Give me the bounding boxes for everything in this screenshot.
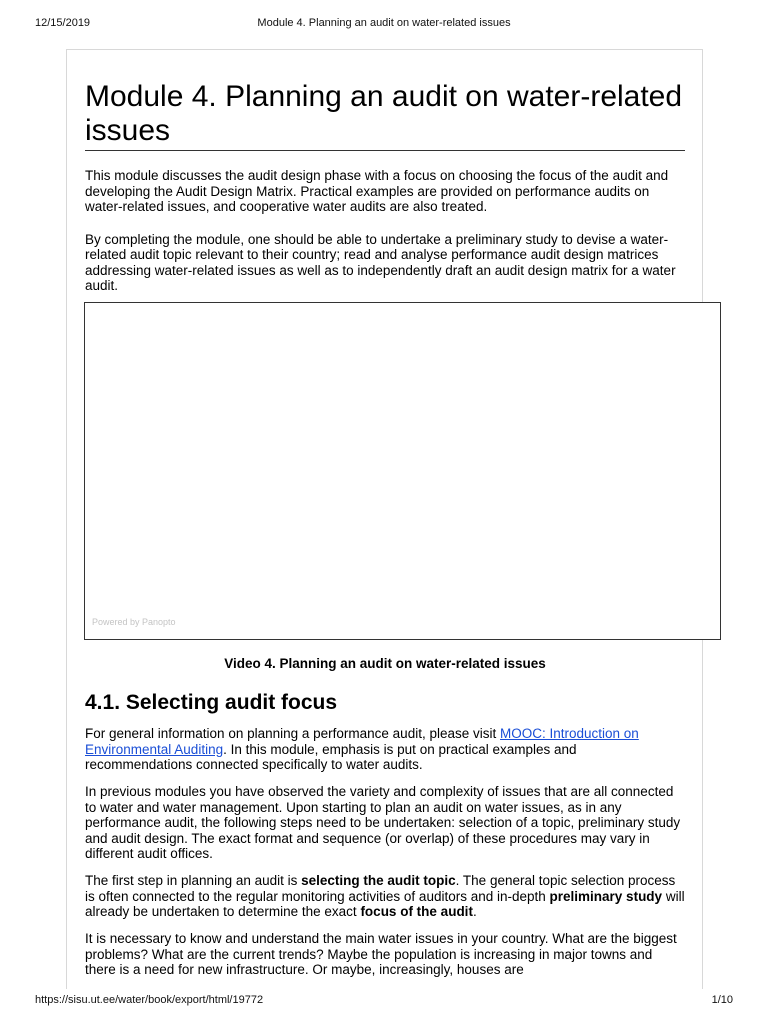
intro-paragraph-2: By completing the module, one should be able to undertake a preliminary study to devise a water-related audit topic relevant to their country; read and analyse performance audit design matrices addressing water-related issues as well as to independently draft an audit design matrix for a water audit. <box>85 231 676 293</box>
p1-text-before: For general information on planning a performance audit, please visit <box>85 726 500 741</box>
print-header <box>35 16 733 30</box>
p3-bold-audit-topic: selecting the audit topic <box>301 873 456 888</box>
print-footer <box>35 993 733 1007</box>
video-caption: Video 4. Planning an audit on water-related issues <box>224 656 546 671</box>
p3-text-g: . <box>472 904 477 919</box>
print-title: Module 4. Planning an audit on water-related issues <box>257 17 511 29</box>
powered-by-panopto[interactable]: Powered by Panopto <box>92 616 176 627</box>
video-player[interactable] <box>84 302 721 640</box>
section-paragraph-1 <box>85 726 685 773</box>
section-paragraph-3 <box>85 873 685 920</box>
page-title: Module 4. Planning an audit on water-related issues <box>85 80 685 151</box>
page-number: 1/10 <box>711 994 733 1006</box>
section-paragraph-2: In previous modules you have observed the variety and complexity of issues that are all connected to water and water management. Upon starting to plan an audit on water issues, as in any performance audit, the following steps need to be undertaken: selection of a topic, preliminary study and audit design. The exact format and sequence (or overlap) of these procedures may vary in different audit offices. <box>85 784 681 861</box>
section-paragraph-4: It is necessary to know and understand the main water issues in your country. What are the biggest problems? What are the current trends? Maybe the population is increasing in major towns and there is a need for new infrastructure. Or maybe, increasingly, houses are <box>85 931 677 977</box>
p3-bold-preliminary-study: preliminary study <box>549 888 663 904</box>
mooc-link[interactable]: MOOC: Introduction on Environmental Auditing <box>85 726 639 757</box>
p3-bold-audit-focus: focus of the audit <box>360 904 473 919</box>
section-heading: 4.1. Selecting audit focus <box>85 691 338 714</box>
p1-text-after: . In this module, emphasis is put on practical examples and recommendations connected specifically to water audits. <box>85 741 577 772</box>
p3-text-e: will already be undertaken to determine the exact <box>85 888 685 919</box>
p3-text-c: . The general topic selection process is often connected to the regular monitoring activities of auditors and in-depth <box>85 873 676 904</box>
print-url: https://sisu.ut.ee/water/book/export/html/19772 <box>35 994 264 1006</box>
intro-paragraph-1: This module discusses the audit design phase with a focus on choosing the focus of the audit and developing the Audit Design Matrix. Practical examples are provided on performance audits on water-related issues, and cooperative water audits are also treated. <box>85 168 669 214</box>
article-content <box>85 80 685 977</box>
print-date: 12/15/2019 <box>35 17 91 29</box>
p3-text-a: The first step in planning an audit is <box>85 873 302 888</box>
